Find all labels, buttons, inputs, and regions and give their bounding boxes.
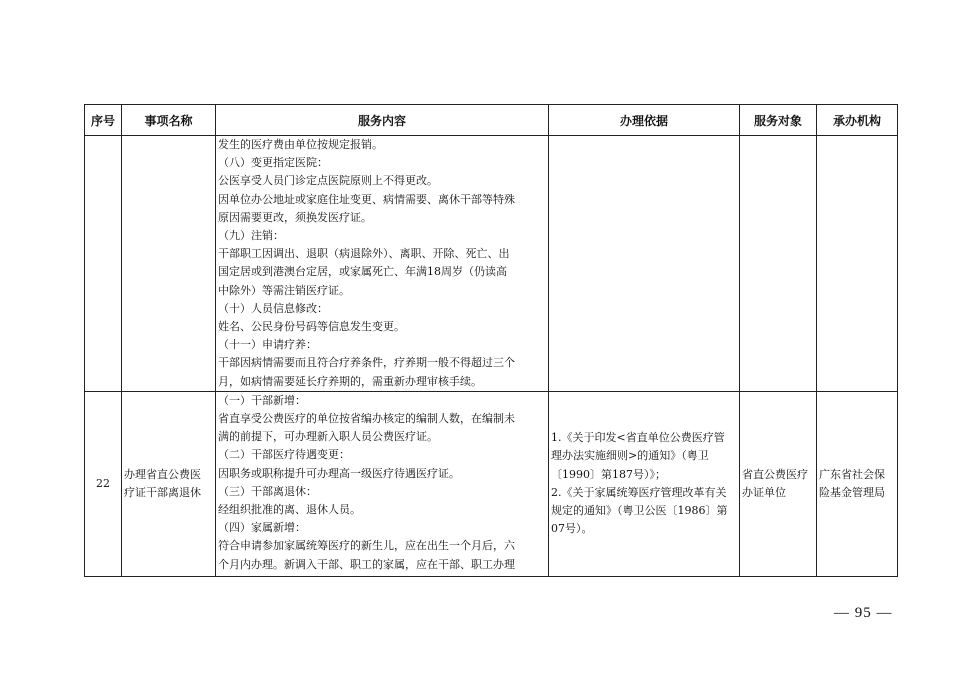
content-line: 符合申请参加家属统筹医疗的新生儿，应在出生一个月后，六	[218, 539, 515, 553]
content-line: 中除外）等需注销医疗证。	[218, 283, 350, 297]
basis-line: 理办法实施细则>的通知》（粤卫	[551, 449, 709, 463]
content-line: （十一）申请疗养：	[218, 338, 317, 352]
basis-line: 07号）。	[551, 522, 593, 536]
item-name-line: 办理省直公费医	[124, 467, 201, 481]
basis	[549, 391, 740, 576]
page-number: — 95 —	[834, 605, 893, 621]
header-service-target: 服务对象	[740, 105, 817, 136]
content-line: 干部职工因调出、退职（病退除外）、离职、开除、死亡、出	[218, 247, 510, 261]
item-name	[122, 136, 216, 392]
table-header-row	[85, 105, 898, 136]
content-line: 因职务或职称提升可办理高一级医疗待遇医疗证。	[218, 466, 460, 480]
content-line: 月，如病情需要延长疗养期的，需重新办理审核手续。	[218, 374, 482, 388]
content-line: 姓名、公民身份号码等信息发生变更。	[218, 320, 405, 334]
row-number: 22	[85, 391, 122, 576]
header-number: 序号	[85, 105, 122, 136]
basis-line: 1.《关于印发<省直单位公费医疗管	[551, 431, 725, 445]
service-content	[216, 391, 549, 576]
content-line: 个月内办理。新调入干部、职工的家属，应在干部、职工办理	[218, 557, 515, 571]
item-name	[122, 391, 216, 576]
org-line: 险基金管理局	[819, 485, 885, 499]
content-line: 国定居或到港澳台定居，或家属死亡、年满18周岁（仍读高	[218, 265, 507, 279]
header-service-content: 服务内容	[216, 105, 549, 136]
content-line: 公医享受人员门诊定点医院原则上不得更改。	[218, 174, 438, 188]
table-row	[85, 136, 898, 392]
content-line: 满的前提下，可办理新入职人员公费医疗证。	[218, 430, 438, 444]
service-table	[84, 104, 898, 577]
target-line: 省直公费医疗	[742, 467, 808, 481]
content-line: 省直享受公费医疗的单位按省编办核定的编制人数，在编制未	[218, 412, 515, 426]
target-line: 办证单位	[742, 485, 786, 499]
item-name-line: 疗证干部离退休	[124, 485, 201, 499]
content-line: 发生的医疗费由单位按规定报销。	[218, 138, 383, 151]
content-line: 因单位办公地址或家庭住址变更、病情需要、离休干部等特殊	[218, 192, 515, 206]
content-line: （二）干部医疗待遇变更：	[218, 448, 350, 462]
content-line: （一）干部新增：	[218, 393, 306, 407]
basis	[549, 136, 740, 392]
content-line: （八）变更指定医院：	[218, 156, 328, 170]
service-content	[216, 136, 549, 392]
organization	[817, 136, 898, 392]
row-number	[85, 136, 122, 392]
header-basis: 办理依据	[549, 105, 740, 136]
content-line: （四）家属新增：	[218, 521, 306, 535]
content-line: （三）干部离退休：	[218, 484, 317, 498]
basis-line: 规定的通知》（粤卫公医〔1986〕第	[551, 504, 728, 518]
basis-line: 〔1990〕第187号）》；	[551, 467, 666, 481]
content-line: （十）人员信息修改：	[218, 301, 328, 315]
header-item-name: 事项名称	[122, 105, 216, 136]
service-target	[740, 391, 817, 576]
header-organization: 承办机构	[817, 105, 898, 136]
basis-line: 2.《关于家属统筹医疗管理改革有关	[551, 485, 727, 499]
content-line: 经组织批准的离、退休人员。	[218, 503, 361, 517]
org-line: 广东省社会保	[819, 467, 885, 481]
table-row	[85, 391, 898, 576]
organization	[817, 391, 898, 576]
content-line: 原因需要更改，须换发医疗证。	[218, 210, 372, 224]
service-target	[740, 136, 817, 392]
content-line: 干部因病情需要而且符合疗养条件，疗养期一般不得超过三个	[218, 356, 515, 370]
content-line: （九）注销：	[218, 229, 284, 243]
